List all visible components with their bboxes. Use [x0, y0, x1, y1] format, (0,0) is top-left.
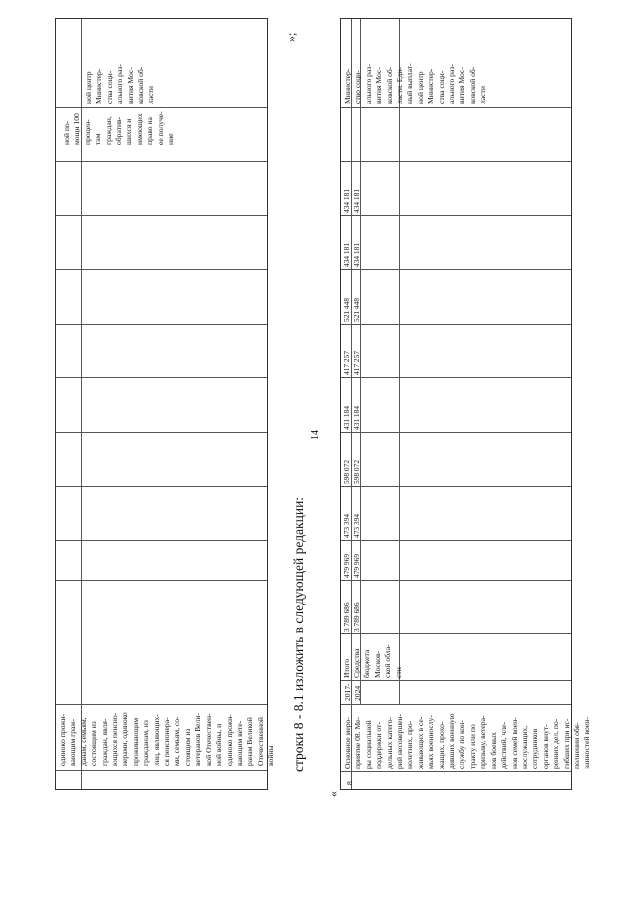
total-col-3: 473 394 — [342, 513, 351, 538]
total-col-1: 3 789 686 — [342, 602, 351, 632]
open-quote: « — [326, 791, 340, 797]
total-col-7: 521 448 — [342, 297, 351, 322]
budget-col-2: 479 969 — [352, 553, 361, 578]
instruction-heading: строки 8 - 8.1 изложить в следующей редакции: — [291, 496, 306, 772]
budget-col-7: 521 448 — [352, 297, 361, 322]
close-quote: »; — [284, 32, 298, 42]
lower-table — [340, 18, 592, 790]
total-col-4: 598 072 — [342, 459, 351, 484]
upper-result-text: ной по- мощи 100 процен- там граждан, обратив- шихся и имеющих право на ее получе- ние — [62, 111, 176, 145]
source-total: Итого — [342, 658, 351, 678]
total-col-6: 417 257 — [342, 350, 351, 375]
upper-cell-recipients: одинокo прожи- вающим граж- данам, семьям, состоящим из граждан, явля- ющихся пенсио- нерами, одиноко проживающим гражданам, из лиц, являющих- ся пенсионера- ми, семьям, со- стоящим из ветеранов Вели- кой Отечествен- ной войны, и одиноко прожи- вающим вете- ранам Великой Отечественной войны — [58, 712, 276, 766]
page-number: 14 — [310, 430, 321, 440]
budget-col-1: 3 789 686 — [352, 602, 361, 632]
total-col-9: 434 181 — [342, 188, 351, 213]
row-number: 8 — [345, 781, 354, 785]
budget-col-9: 434 181 — [352, 188, 361, 213]
budget-col-8: 434 181 — [352, 242, 361, 267]
period: 2017- 2024 — [343, 683, 363, 701]
source-budget: Средства бюджета Москов- ской обла- сти — [352, 644, 403, 678]
total-col-5: 431 184 — [342, 405, 351, 430]
budget-col-5: 431 184 — [352, 405, 361, 430]
measure-name: Основное меро- приятие 08. Ме- ры социальной поддержки от- дельных катего- рий несовершен- нолетних, про- живающих в се- мьях военнослу- жащих, прохо- дивших военную службу по кон- тракту или по призыву, ветера- нов боевых действий, чле- нов семей воен- нослужащих, сотрудников органов внут- ренних дел, по- гибших при ис- полнении обя- занностей воен- — [343, 713, 592, 769]
budget-col-3: 473 394 — [352, 513, 361, 538]
lower-executor: Министер- ство соци- ального раз- вития Мос- ковской об- ласти. Еди- ный выплат- ной центр Министер- ства соци- ального раз- вития Мос- ковской об- ласти — [343, 63, 488, 104]
total-col-2: 479 969 — [342, 553, 351, 578]
upper-cell-executor: ной центр Министер- ства соци- ального раз- вития Мос- ковской об- ласти — [84, 64, 156, 104]
budget-col-6: 417 257 — [352, 350, 361, 375]
budget-col-4: 598 072 — [352, 459, 361, 484]
total-col-8: 434 181 — [342, 242, 351, 267]
